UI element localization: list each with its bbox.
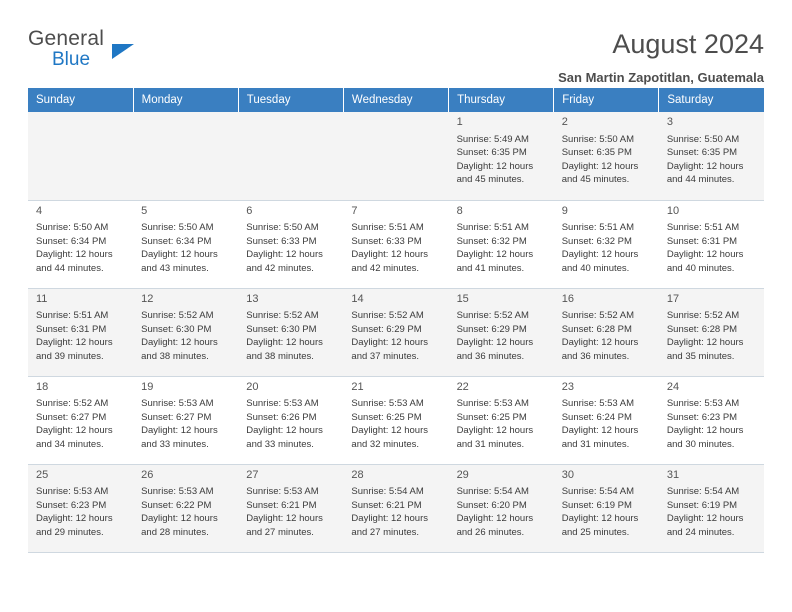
sunset-text: Sunset: 6:27 PM: [141, 411, 212, 423]
daylight-text: and 31 minutes.: [561, 438, 630, 450]
daylight-text: Daylight: 12 hours: [456, 425, 534, 436]
weekday-header-monday: Monday: [133, 88, 238, 112]
daylight-text: Daylight: 12 hours: [141, 337, 218, 348]
day-number: 27: [246, 468, 259, 481]
daylight-text: Daylight: 12 hours: [36, 513, 113, 524]
sunrise-text: Sunrise: 5:52 AM: [246, 310, 319, 321]
daylight-text: Daylight: 12 hours: [456, 513, 534, 524]
calendar-day-cell[interactable]: [449, 288, 554, 376]
daylight-text: Daylight: 12 hours: [36, 249, 113, 260]
sunset-text: Sunset: 6:30 PM: [246, 323, 317, 335]
daylight-text: Daylight: 12 hours: [666, 160, 744, 172]
daylight-text: and 27 minutes.: [351, 526, 420, 538]
sunrise-text: Sunrise: 5:51 AM: [561, 222, 635, 233]
daylight-text: Daylight: 12 hours: [141, 513, 218, 524]
sunset-text: Sunset: 6:23 PM: [666, 411, 738, 423]
daylight-text: Daylight: 12 hours: [561, 425, 639, 436]
sunrise-text: Sunrise: 5:54 AM: [561, 486, 635, 497]
daylight-text: Daylight: 12 hours: [666, 249, 744, 260]
weekday-header-tuesday: Tuesday: [238, 88, 343, 112]
calendar-day-cell[interactable]: [659, 376, 764, 464]
sunset-text: Sunset: 6:20 PM: [456, 499, 527, 511]
daylight-text: Daylight: 12 hours: [561, 249, 639, 260]
daylight-text: Daylight: 12 hours: [246, 513, 323, 524]
sunrise-text: Sunrise: 5:53 AM: [246, 486, 319, 497]
day-number: 26: [141, 468, 154, 481]
sunrise-text: Sunrise: 5:53 AM: [561, 398, 635, 409]
sunset-text: Sunset: 6:35 PM: [666, 147, 738, 158]
calendar-day-cell[interactable]: [449, 464, 554, 552]
daylight-text: Daylight: 12 hours: [246, 249, 323, 260]
sunrise-text: Sunrise: 5:52 AM: [141, 310, 214, 321]
daylight-text: and 33 minutes.: [246, 438, 314, 450]
page-header: [28, 0, 764, 85]
calendar-day-cell[interactable]: [133, 288, 238, 376]
daylight-text: Daylight: 12 hours: [456, 337, 534, 348]
day-number: 11: [36, 292, 48, 305]
sunset-text: Sunset: 6:24 PM: [561, 411, 632, 423]
sunset-text: Sunset: 6:29 PM: [456, 323, 527, 335]
daylight-text: and 40 minutes.: [666, 262, 735, 274]
daylight-text: Daylight: 12 hours: [246, 425, 323, 436]
day-number: 6: [246, 204, 253, 217]
daylight-text: Daylight: 12 hours: [141, 425, 218, 436]
logo-text-general: General: [28, 27, 105, 50]
calendar-week-row: [28, 112, 764, 200]
sunset-text: Sunset: 6:34 PM: [141, 235, 212, 247]
day-number: 24: [666, 380, 680, 393]
sunset-text: Sunset: 6:22 PM: [141, 499, 212, 511]
weekday-header-thursday: Thursday: [449, 88, 554, 112]
sunrise-text: Sunrise: 5:53 AM: [351, 398, 424, 409]
weekday-header-row: [28, 88, 764, 112]
weekday-header-saturday: Saturday: [659, 88, 764, 112]
sunset-text: Sunset: 6:19 PM: [666, 499, 738, 511]
day-number: 19: [141, 380, 154, 393]
sunrise-text: Sunrise: 5:52 AM: [351, 310, 424, 321]
daylight-text: Daylight: 12 hours: [666, 513, 744, 524]
calendar-day-cell[interactable]: [343, 464, 448, 552]
day-number: 14: [351, 292, 364, 305]
day-number: 22: [456, 380, 469, 393]
calendar-cell-empty: [343, 112, 448, 200]
daylight-text: Daylight: 12 hours: [561, 160, 639, 172]
calendar-cell-empty: [133, 112, 238, 200]
sunrise-text: Sunrise: 5:51 AM: [666, 222, 740, 233]
sunrise-text: Sunrise: 5:49 AM: [456, 133, 529, 145]
sunrise-text: Sunrise: 5:53 AM: [141, 398, 214, 409]
sunset-text: Sunset: 6:28 PM: [561, 323, 632, 335]
calendar-day-cell[interactable]: [238, 288, 343, 376]
sunrise-text: Sunrise: 5:52 AM: [561, 310, 635, 321]
daylight-text: and 31 minutes.: [456, 438, 525, 450]
title-block: [558, 28, 764, 85]
day-number: 28: [351, 468, 364, 481]
sunset-text: Sunset: 6:25 PM: [456, 411, 527, 423]
day-number: 15: [456, 292, 469, 305]
daylight-text: and 36 minutes.: [561, 350, 630, 362]
sunset-text: Sunset: 6:31 PM: [666, 235, 738, 247]
daylight-text: and 27 minutes.: [246, 526, 314, 538]
calendar-week-row: [28, 200, 764, 288]
daylight-text: and 41 minutes.: [456, 262, 525, 274]
daylight-text: and 30 minutes.: [666, 438, 735, 450]
daylight-text: and 44 minutes.: [666, 174, 735, 185]
sunset-text: Sunset: 6:32 PM: [456, 235, 527, 247]
sunrise-text: Sunrise: 5:50 AM: [246, 222, 319, 233]
calendar-week-row: [28, 288, 764, 376]
daylight-text: and 38 minutes.: [246, 350, 314, 362]
daylight-text: and 26 minutes.: [456, 526, 525, 538]
calendar-day-cell[interactable]: [554, 288, 659, 376]
calendar-day-cell[interactable]: [28, 464, 133, 552]
day-number: 2: [561, 116, 568, 128]
sunset-text: Sunset: 6:35 PM: [456, 147, 527, 158]
calendar-day-cell[interactable]: [554, 464, 659, 552]
day-number: 16: [561, 292, 574, 305]
calendar-day-cell[interactable]: [659, 288, 764, 376]
calendar-cell-empty: [28, 112, 133, 200]
sunset-text: Sunset: 6:19 PM: [561, 499, 632, 511]
sunset-text: Sunset: 6:32 PM: [561, 235, 632, 247]
day-number: 8: [456, 204, 463, 217]
calendar-day-cell[interactable]: [449, 200, 554, 288]
day-number: 18: [36, 380, 49, 393]
calendar-day-cell[interactable]: [238, 376, 343, 464]
location-subtitle: San Martin Zapotitlan, Guatemala: [558, 70, 764, 85]
sunrise-text: Sunrise: 5:52 AM: [456, 310, 529, 321]
calendar-day-cell[interactable]: [343, 200, 448, 288]
daylight-text: and 38 minutes.: [141, 350, 209, 362]
page-title: August 2024: [612, 29, 764, 59]
sunset-text: Sunset: 6:23 PM: [36, 499, 107, 511]
daylight-text: Daylight: 12 hours: [36, 337, 113, 348]
calendar-day-cell[interactable]: [238, 200, 343, 288]
daylight-text: and 24 minutes.: [666, 526, 735, 538]
sunrise-text: Sunrise: 5:50 AM: [561, 133, 635, 145]
day-number: 17: [666, 292, 680, 305]
calendar-week-row: [28, 376, 764, 464]
sunrise-text: Sunrise: 5:50 AM: [666, 133, 740, 145]
daylight-text: Daylight: 12 hours: [666, 425, 744, 436]
daylight-text: Daylight: 12 hours: [456, 249, 534, 260]
sunset-text: Sunset: 6:30 PM: [141, 323, 212, 335]
calendar-day-cell[interactable]: [449, 112, 554, 200]
daylight-text: and 36 minutes.: [456, 350, 525, 362]
sunset-text: Sunset: 6:35 PM: [561, 147, 632, 158]
sunset-text: Sunset: 6:34 PM: [36, 235, 107, 247]
sunset-text: Sunset: 6:27 PM: [36, 411, 107, 423]
day-number: 10: [666, 204, 680, 217]
calendar-day-cell[interactable]: [28, 200, 133, 288]
sunset-text: Sunset: 6:21 PM: [246, 499, 317, 511]
calendar-day-cell[interactable]: [554, 200, 659, 288]
day-number: 30: [561, 468, 574, 481]
flag-icon: [112, 44, 134, 59]
calendar-day-cell[interactable]: [28, 376, 133, 464]
sunrise-text: Sunrise: 5:51 AM: [36, 310, 109, 321]
day-number: 31: [666, 468, 680, 481]
calendar-day-cell[interactable]: [554, 112, 659, 200]
sunset-text: Sunset: 6:29 PM: [351, 323, 422, 335]
day-number: 4: [36, 204, 43, 217]
daylight-text: and 37 minutes.: [351, 350, 420, 362]
daylight-text: and 42 minutes.: [246, 262, 314, 274]
daylight-text: Daylight: 12 hours: [456, 160, 534, 172]
day-number: 21: [351, 380, 364, 393]
day-number: 5: [141, 204, 148, 217]
sunset-text: Sunset: 6:28 PM: [666, 323, 738, 335]
daylight-text: and 40 minutes.: [561, 262, 630, 274]
daylight-text: Daylight: 12 hours: [351, 513, 428, 524]
sunrise-text: Sunrise: 5:50 AM: [36, 222, 109, 233]
sunset-text: Sunset: 6:26 PM: [246, 411, 317, 423]
daylight-text: Daylight: 12 hours: [351, 337, 428, 348]
sunrise-text: Sunrise: 5:53 AM: [246, 398, 319, 409]
daylight-text: and 45 minutes.: [456, 174, 525, 185]
daylight-text: Daylight: 12 hours: [246, 337, 323, 348]
calendar-day-cell[interactable]: [554, 376, 659, 464]
sunset-text: Sunset: 6:21 PM: [351, 499, 422, 511]
weekday-header-sunday: Sunday: [28, 88, 133, 112]
daylight-text: and 43 minutes.: [141, 262, 209, 274]
calendar-day-cell[interactable]: [133, 376, 238, 464]
calendar-cell-empty: [238, 112, 343, 200]
sunset-text: Sunset: 6:25 PM: [351, 411, 422, 423]
day-number: 9: [561, 204, 568, 217]
daylight-text: and 33 minutes.: [141, 438, 209, 450]
day-number: 20: [246, 380, 259, 393]
day-number: 13: [246, 292, 259, 305]
daylight-text: and 32 minutes.: [351, 438, 420, 450]
day-number: 29: [456, 468, 469, 481]
calendar-day-cell[interactable]: [343, 288, 448, 376]
sunrise-text: Sunrise: 5:52 AM: [36, 398, 109, 409]
calendar-day-cell[interactable]: [659, 200, 764, 288]
weekday-header-wednesday: Wednesday: [343, 88, 448, 112]
sunrise-text: Sunrise: 5:53 AM: [141, 486, 214, 497]
calendar-day-cell[interactable]: [238, 464, 343, 552]
generalblue-logo: [28, 28, 148, 76]
sunset-text: Sunset: 6:31 PM: [36, 323, 107, 335]
logo-text-blue: Blue: [52, 49, 91, 70]
sunrise-text: Sunrise: 5:53 AM: [456, 398, 529, 409]
sunrise-text: Sunrise: 5:50 AM: [141, 222, 214, 233]
calendar-day-cell[interactable]: [449, 376, 554, 464]
daylight-text: and 28 minutes.: [141, 526, 209, 538]
calendar-week-row: [28, 464, 764, 552]
daylight-text: and 42 minutes.: [351, 262, 420, 274]
calendar-day-cell[interactable]: [133, 200, 238, 288]
sunrise-text: Sunrise: 5:53 AM: [36, 486, 109, 497]
daylight-text: and 35 minutes.: [666, 350, 735, 362]
daylight-text: Daylight: 12 hours: [666, 337, 744, 348]
daylight-text: and 44 minutes.: [36, 262, 104, 274]
day-number: 3: [666, 116, 673, 128]
daylight-text: Daylight: 12 hours: [351, 425, 428, 436]
daylight-text: and 25 minutes.: [561, 526, 630, 538]
day-number: 7: [351, 204, 358, 217]
day-number: 23: [561, 380, 574, 393]
sunrise-text: Sunrise: 5:54 AM: [351, 486, 424, 497]
calendar-day-cell[interactable]: [659, 112, 764, 200]
sunset-text: Sunset: 6:33 PM: [246, 235, 317, 247]
daylight-text: Daylight: 12 hours: [141, 249, 218, 260]
calendar-day-cell[interactable]: [659, 464, 764, 552]
sunrise-text: Sunrise: 5:52 AM: [666, 310, 740, 321]
daylight-text: Daylight: 12 hours: [351, 249, 428, 260]
daylight-text: and 34 minutes.: [36, 438, 104, 450]
weekday-header-friday: Friday: [554, 88, 659, 112]
daylight-text: Daylight: 12 hours: [36, 425, 113, 436]
sunrise-text: Sunrise: 5:51 AM: [351, 222, 424, 233]
daylight-text: and 45 minutes.: [561, 174, 630, 185]
calendar-day-cell[interactable]: [343, 376, 448, 464]
day-number: 25: [36, 468, 49, 481]
calendar-body: [28, 112, 764, 552]
day-number: 1: [456, 116, 463, 128]
sunrise-text: Sunrise: 5:54 AM: [666, 486, 740, 497]
sunrise-text: Sunrise: 5:54 AM: [456, 486, 529, 497]
daylight-text: and 29 minutes.: [36, 526, 104, 538]
calendar-table: [28, 88, 764, 553]
sunset-text: Sunset: 6:33 PM: [351, 235, 422, 247]
sunrise-text: Sunrise: 5:51 AM: [456, 222, 529, 233]
calendar-day-cell[interactable]: [133, 464, 238, 552]
daylight-text: Daylight: 12 hours: [561, 337, 639, 348]
sunrise-text: Sunrise: 5:53 AM: [666, 398, 740, 409]
daylight-text: and 39 minutes.: [36, 350, 104, 362]
daylight-text: Daylight: 12 hours: [561, 513, 639, 524]
calendar-day-cell[interactable]: [28, 288, 133, 376]
day-number: 12: [141, 292, 154, 305]
